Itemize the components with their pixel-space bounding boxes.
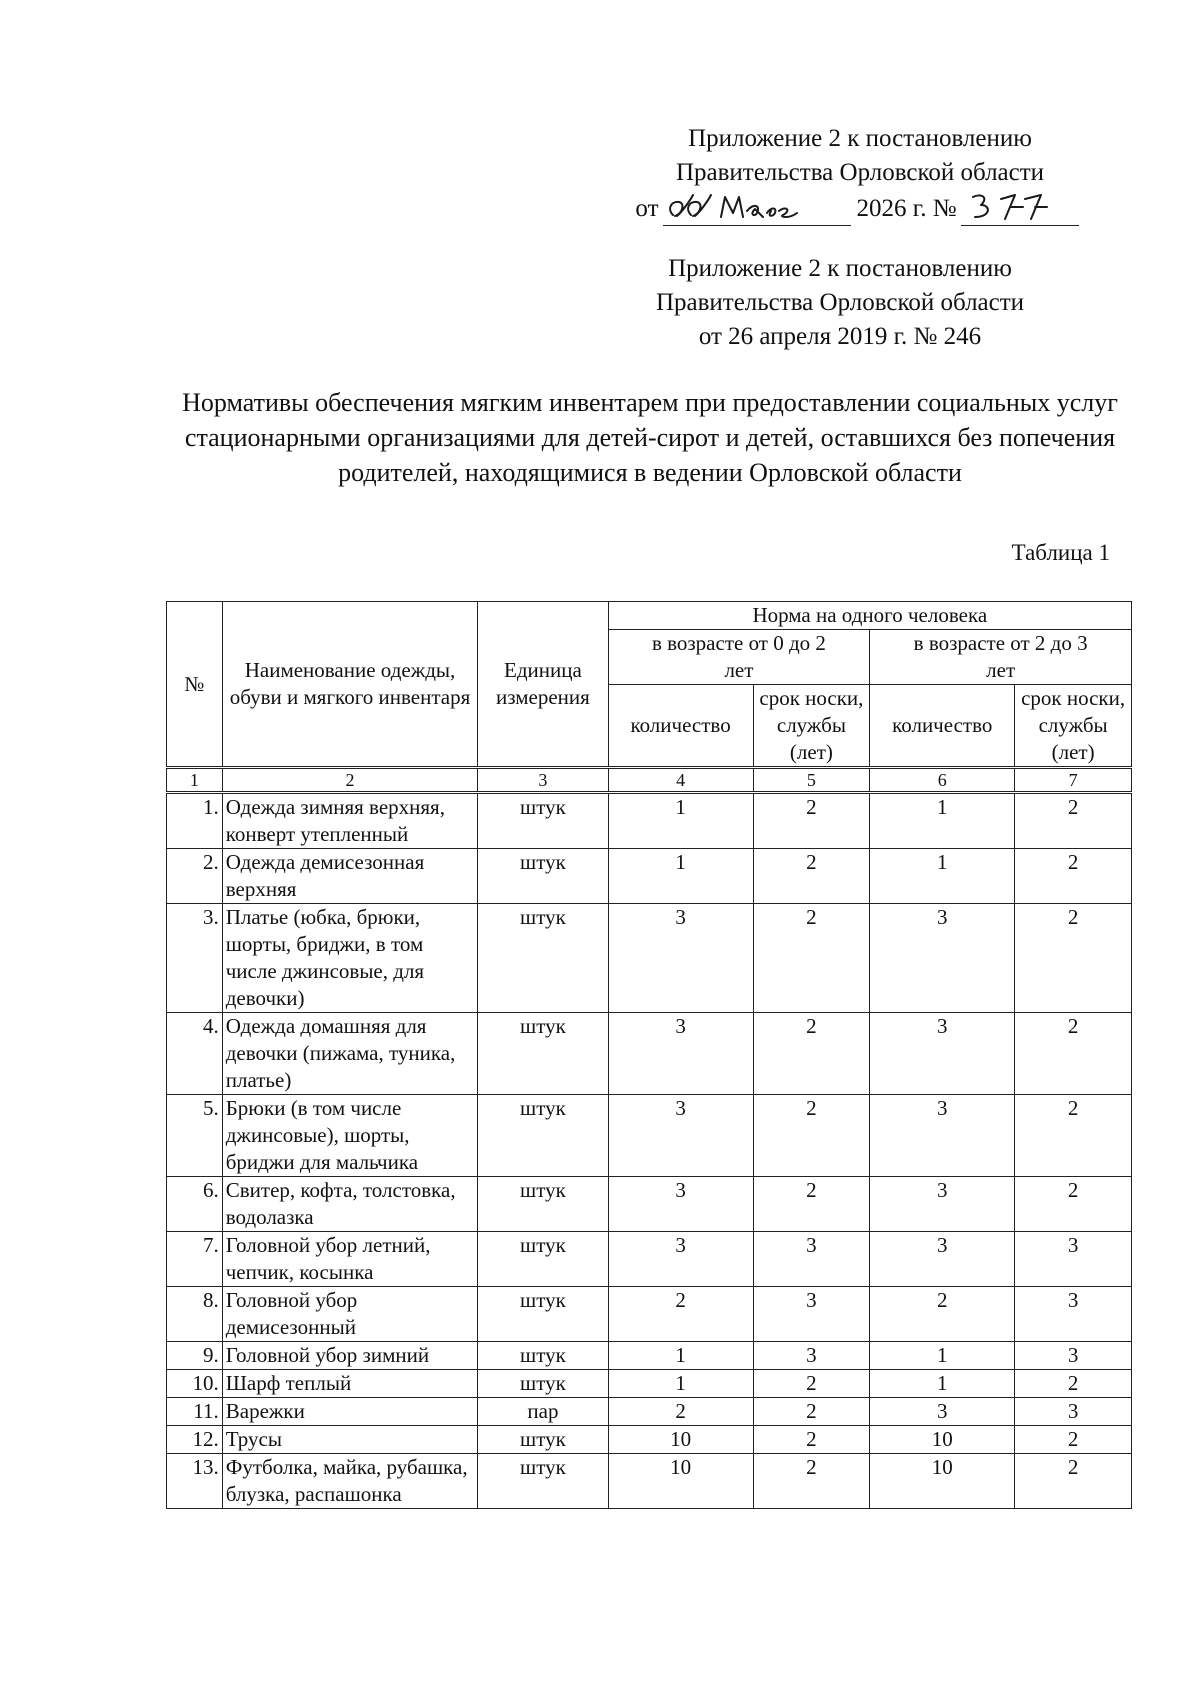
header-term-2: срок носки, службы (лет) (1015, 685, 1132, 768)
item-unit: штук (478, 1287, 608, 1342)
qty-2-3: 1 (870, 1370, 1015, 1398)
qty-2-3: 10 (870, 1454, 1015, 1509)
table-row (167, 1013, 1132, 1095)
term-0-2: 2 (753, 1177, 870, 1232)
term-2-3: 2 (1015, 1370, 1132, 1398)
term-2-3: 3 (1015, 1232, 1132, 1287)
item-name: Трусы (222, 1426, 478, 1454)
term-0-2: 2 (753, 1095, 870, 1177)
row-number: 13. (167, 1454, 223, 1509)
item-unit: штук (478, 1232, 608, 1287)
qty-2-3: 3 (870, 1177, 1015, 1232)
table-caption: Таблица 1 (1011, 540, 1110, 565)
qty-0-2: 10 (608, 1426, 753, 1454)
table-row (167, 1342, 1132, 1370)
item-name: Головной убор летний, чепчик, косынка (222, 1232, 478, 1287)
handwritten-number-signature (961, 189, 1071, 225)
table-row (167, 1454, 1132, 1509)
row-number: 1. (167, 793, 223, 849)
column-index-row (167, 768, 1132, 793)
item-name: Головной убор зимний (222, 1342, 478, 1370)
qty-2-3: 3 (870, 904, 1015, 1013)
item-name: Варежки (222, 1398, 478, 1426)
row-number: 11. (167, 1398, 223, 1426)
qty-2-3: 1 (870, 849, 1015, 904)
table-row (167, 1398, 1132, 1426)
item-unit: штук (478, 1095, 608, 1177)
term-0-2: 2 (753, 1426, 870, 1454)
qty-2-3: 2 (870, 1287, 1015, 1342)
table-row (167, 1095, 1132, 1177)
term-0-2: 2 (753, 1454, 870, 1509)
item-unit: штук (478, 1454, 608, 1509)
header-qty-2: количество (870, 685, 1015, 768)
table-row (167, 904, 1132, 1013)
header-num: № (167, 602, 223, 768)
table-row (167, 1232, 1132, 1287)
row-number: 10. (167, 1370, 223, 1398)
row-number: 4. (167, 1013, 223, 1095)
row-number: 8. (167, 1287, 223, 1342)
qty-2-3: 1 (870, 1342, 1015, 1370)
qty-2-3: 3 (870, 1013, 1015, 1095)
handwritten-date-signature (663, 189, 823, 225)
appendix-header-old (600, 252, 1080, 354)
date-prefix: от (635, 195, 659, 222)
appendix-old-line3: от 26 апреля 2019 г. № 246 (698, 323, 982, 350)
item-unit: штук (478, 1426, 608, 1454)
term-0-2: 3 (753, 1232, 870, 1287)
qty-2-3: 3 (870, 1232, 1015, 1287)
header-age-2-3: в возрасте от 2 до 3 лет (870, 630, 1132, 685)
appendix-old-line1: Приложение 2 к постановлению (668, 255, 1012, 282)
header-name: Наименование одежды, обуви и мягкого инвентаря (222, 602, 478, 768)
index-cell: 2 (222, 768, 478, 793)
index-cell: 5 (753, 768, 870, 793)
qty-2-3: 10 (870, 1426, 1015, 1454)
header-age-0-2: в возрасте от 0 до 2 лет (608, 630, 870, 685)
qty-0-2: 3 (608, 1177, 753, 1232)
item-unit: штук (478, 904, 608, 1013)
appendix-new-line2: Правительства Орловской области (675, 159, 1045, 186)
table-row (167, 1177, 1132, 1232)
table-row (167, 1370, 1132, 1398)
item-unit: пар (478, 1398, 608, 1426)
term-0-2: 3 (753, 1287, 870, 1342)
document-title: Нормативы обеспечения мягким инвентарем при предоставлении социальных услуг стационарными организациями для детей-сирот и детей, оставшихся без попечения родителей, находящимися в ведении Орловской области (182, 388, 1118, 487)
item-unit: штук (478, 1177, 608, 1232)
item-name: Одежда домашняя для девочки (пижама, туника, платье) (222, 1013, 478, 1095)
header-norm: Норма на одного человека (608, 602, 1131, 630)
qty-0-2: 3 (608, 1232, 753, 1287)
item-name: Головной убор демисезонный (222, 1287, 478, 1342)
term-2-3: 2 (1015, 904, 1132, 1013)
term-0-2: 2 (753, 904, 870, 1013)
qty-0-2: 1 (608, 793, 753, 849)
handwritten-date (663, 195, 851, 226)
term-0-2: 2 (753, 849, 870, 904)
row-number: 6. (167, 1177, 223, 1232)
qty-2-3: 3 (870, 1398, 1015, 1426)
item-name: Одежда демисезонная верхняя (222, 849, 478, 904)
header-unit: Единица измерения (478, 602, 608, 768)
term-2-3: 2 (1015, 1426, 1132, 1454)
term-2-3: 2 (1015, 849, 1132, 904)
qty-0-2: 3 (608, 1013, 753, 1095)
item-name: Шарф теплый (222, 1370, 478, 1398)
header-qty-1: количество (608, 685, 753, 768)
qty-0-2: 2 (608, 1287, 753, 1342)
date-year: 2026 г. № (856, 195, 957, 222)
table-row (167, 1426, 1132, 1454)
row-number: 5. (167, 1095, 223, 1177)
index-cell: 3 (478, 768, 608, 793)
item-name: Одежда зимняя верхняя, конверт утепленный (222, 793, 478, 849)
appendix-old-line2: Правительства Орловской области (655, 289, 1025, 316)
appendix-header-new (620, 122, 1100, 226)
handwritten-number (961, 195, 1079, 226)
term-0-2: 3 (753, 1342, 870, 1370)
appendix-new-line1: Приложение 2 к постановлению (688, 125, 1032, 152)
qty-0-2: 1 (608, 1370, 753, 1398)
term-0-2: 2 (753, 1370, 870, 1398)
item-name: Платье (юбка, брюки, шорты, бриджи, в том числе джинсовые, для девочки) (222, 904, 478, 1013)
qty-0-2: 1 (608, 1342, 753, 1370)
term-0-2: 2 (753, 1398, 870, 1426)
index-cell: 1 (167, 768, 223, 793)
term-2-3: 2 (1015, 1095, 1132, 1177)
row-number: 2. (167, 849, 223, 904)
index-cell: 6 (870, 768, 1015, 793)
term-2-3: 3 (1015, 1342, 1132, 1370)
table-row (167, 793, 1132, 849)
term-2-3: 2 (1015, 1454, 1132, 1509)
term-2-3: 3 (1015, 1287, 1132, 1342)
table-row (167, 1287, 1132, 1342)
qty-2-3: 1 (870, 793, 1015, 849)
norms-table (166, 601, 1132, 1509)
index-cell: 4 (608, 768, 753, 793)
qty-0-2: 10 (608, 1454, 753, 1509)
qty-0-2: 2 (608, 1398, 753, 1426)
item-name: Футболка, майка, рубашка, блузка, распашонка (222, 1454, 478, 1509)
qty-2-3: 3 (870, 1095, 1015, 1177)
term-0-2: 2 (753, 1013, 870, 1095)
item-name: Брюки (в том числе джинсовые), шорты, бриджи для мальчика (222, 1095, 478, 1177)
row-number: 7. (167, 1232, 223, 1287)
item-unit: штук (478, 1013, 608, 1095)
item-unit: штук (478, 1370, 608, 1398)
term-2-3: 2 (1015, 1177, 1132, 1232)
term-2-3: 2 (1015, 793, 1132, 849)
row-number: 3. (167, 904, 223, 1013)
qty-0-2: 1 (608, 849, 753, 904)
term-0-2: 2 (753, 793, 870, 849)
appendix-new-date-line (620, 190, 1100, 226)
index-cell: 7 (1015, 768, 1132, 793)
item-unit: штук (478, 849, 608, 904)
row-number: 12. (167, 1426, 223, 1454)
qty-0-2: 3 (608, 1095, 753, 1177)
item-name: Свитер, кофта, толстовка, водолазка (222, 1177, 478, 1232)
item-unit: штук (478, 793, 608, 849)
header-term-1: срок носки, службы (лет) (753, 685, 870, 768)
term-2-3: 2 (1015, 1013, 1132, 1095)
row-number: 9. (167, 1342, 223, 1370)
qty-0-2: 3 (608, 904, 753, 1013)
term-2-3: 3 (1015, 1398, 1132, 1426)
table-row (167, 849, 1132, 904)
item-unit: штук (478, 1342, 608, 1370)
